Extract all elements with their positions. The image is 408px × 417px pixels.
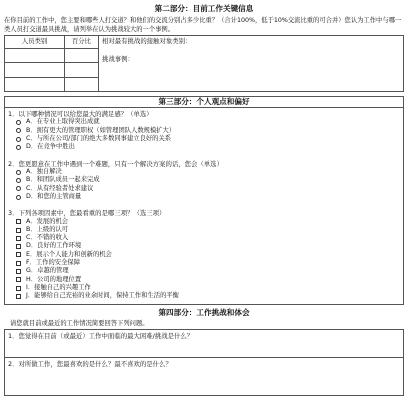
radio-icon — [16, 145, 21, 150]
q3-option-i[interactable]: I．接触自己的兴趣工作 — [16, 284, 400, 292]
checkbox-icon — [16, 252, 21, 257]
section2-title: 第二部分：目前工作关键信息 — [154, 4, 254, 13]
q3-option-b[interactable]: B．上级的认可 — [16, 226, 400, 234]
question-3-text: 3．下列各项因素中，您最看重的是哪三项？（选三项） — [8, 209, 166, 218]
radio-icon — [16, 186, 21, 191]
contacts-table — [4, 35, 404, 92]
radio-icon — [16, 170, 21, 175]
section3-title: 第三部分：个人观点和偏好 — [5, 97, 403, 108]
q3-option-e[interactable]: E．展示个人能力和创新的机会 — [16, 251, 400, 259]
section4-question-1: 1．您觉得在目前（或最近）工作中面临的最大困难/挑战是什么？ — [8, 331, 194, 340]
radio-icon — [16, 195, 21, 200]
question-2-text: 2．您更愿意在工作中遇到一个难题，只有一个解决方案的话，您会（单选） — [8, 159, 223, 168]
preference-question-box[interactable] — [4, 358, 404, 396]
q1-option-b[interactable]: B．拥有更大的管理职权（如管理团队人数规模扩大） — [16, 127, 400, 135]
q3-option-f[interactable]: F．工作的安全保障 — [16, 259, 400, 267]
q2-option-d[interactable]: D．和您的主管商量 — [16, 193, 400, 201]
q1-option-d[interactable]: D．在竞争中胜出 — [16, 143, 400, 151]
checkbox-icon — [16, 286, 21, 291]
q1-option-c[interactable]: C．与所在公司/部门的绝大多数同事建立良好的关系 — [16, 135, 400, 143]
q2-option-b[interactable]: B．和团队成员一起来完成 — [16, 176, 400, 184]
challenge-example-label: 挑战事例： — [102, 55, 134, 63]
question-1 — [5, 108, 403, 152]
table-cell[interactable] — [5, 63, 65, 77]
question-3 — [5, 201, 403, 303]
section3-box — [4, 96, 404, 305]
q3-option-g[interactable]: G．卓越的管理 — [16, 267, 400, 275]
q3-option-c[interactable]: C．不错的收入 — [16, 234, 400, 242]
col-person-type: 人员类别 — [5, 36, 65, 49]
challenge-question-box[interactable] — [4, 329, 404, 358]
section2-intro: 在你目前的工作中，您主要和哪些人打交道？和他们的交流分别占多少比重？（合计100%，低于10%交流比重的可合并）您认为工作中与哪一类人员打交道最具挑战，请列举在认为挑战较大的一个事例。 — [4, 17, 402, 33]
checkbox-icon — [16, 236, 21, 241]
checkbox-icon — [16, 261, 21, 266]
radio-icon — [16, 178, 21, 183]
table-cell[interactable] — [65, 77, 99, 91]
table-cell[interactable] — [65, 63, 99, 77]
q2-option-c[interactable]: C．从有经验者处求建议 — [16, 185, 400, 193]
checkbox-icon — [16, 244, 21, 249]
q3-option-d[interactable]: D．良好的工作环境 — [16, 242, 400, 250]
checkbox-icon — [16, 219, 21, 224]
checkbox-icon — [16, 269, 21, 274]
checkbox-icon — [16, 277, 21, 282]
section4-title: 第四部分：工作挑战和体会 — [158, 307, 250, 317]
survey-page — [4, 4, 404, 396]
table-cell[interactable] — [65, 49, 99, 63]
checkbox-icon — [16, 294, 21, 299]
radio-icon — [16, 120, 21, 125]
section4-question-2: 2．对所做工作，您最喜欢的是什么？最不喜欢的是什么？ — [8, 359, 172, 368]
q3-option-a[interactable]: A．发展的机会 — [16, 218, 400, 226]
q3-option-h[interactable]: H．公司的地理位置 — [16, 276, 400, 284]
question-1-text: 1．以下哪种情况可以给您最大的满足感？（单选） — [8, 110, 153, 118]
question-2 — [5, 152, 403, 202]
q1-option-a[interactable]: A．在专业上取得突出成就 — [16, 118, 400, 126]
checkbox-icon — [16, 228, 21, 233]
radio-icon — [16, 137, 21, 142]
col-percentage: 百分比 — [65, 36, 99, 49]
q2-option-a[interactable]: A．独自解决 — [16, 168, 400, 176]
table-cell[interactable] — [5, 77, 65, 91]
challenge-cell[interactable] — [99, 36, 404, 92]
q3-option-j[interactable]: J．能够给自己充裕的业余时间，保持工作和生活的平衡 — [16, 292, 400, 300]
radio-icon — [16, 128, 21, 133]
challenge-type-label: 相对最有挑战的接触对象类别： — [102, 37, 192, 45]
section4-intro: 请您就目前或最近的工作情况简要回答下列问题。 — [10, 319, 149, 327]
table-cell[interactable] — [5, 49, 65, 63]
